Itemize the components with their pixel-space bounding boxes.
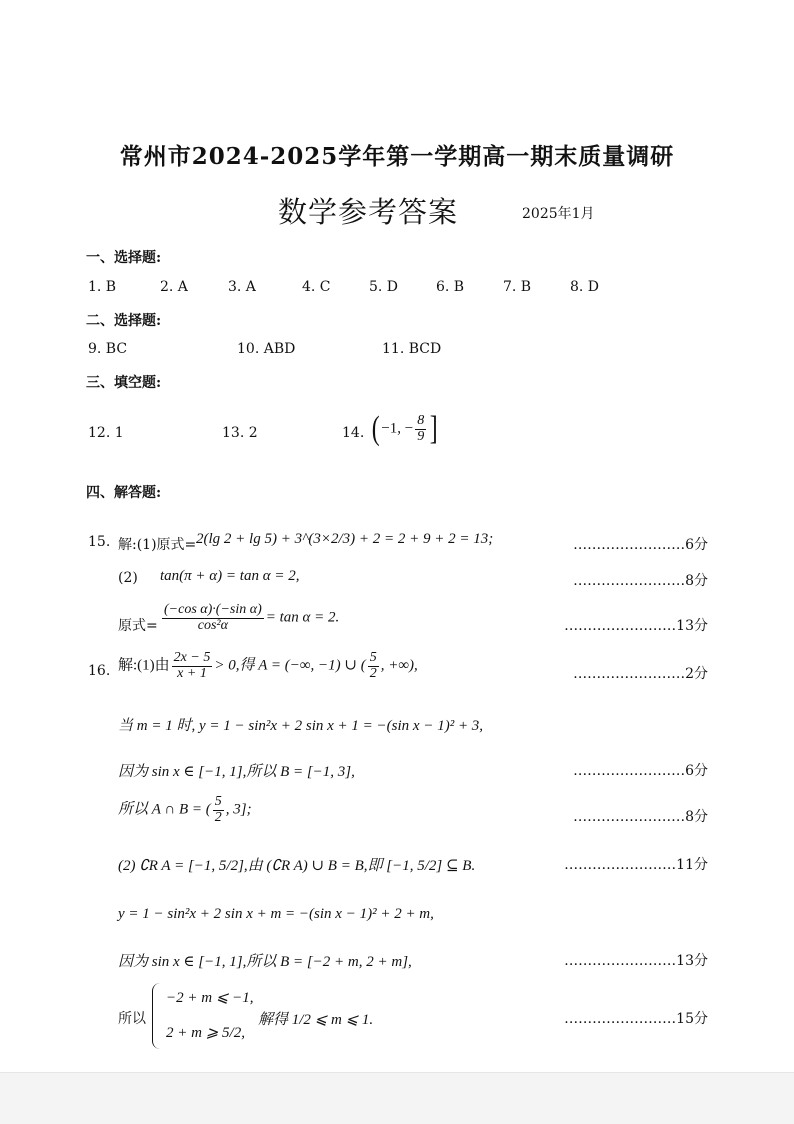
answer-12: 12. 1 <box>88 425 124 441</box>
q16-l1-denominator-2: 2 <box>369 665 377 681</box>
q16-line4 <box>118 795 252 825</box>
q15-part3-numerator: (−cos α)·(−sin α) <box>164 602 262 617</box>
q16-line3-score: ……………………6分 <box>573 763 708 779</box>
q16-line7: 因为 sin x ∈ [−1, 1],所以 B = [−2 + m, 2 + m], <box>118 954 412 970</box>
q16-line1-score: ……………………2分 <box>573 666 708 682</box>
q16-l4-tail: , 3]; <box>225 801 252 818</box>
question-15-label: 15. <box>88 534 111 550</box>
q15-part1-score: ……………………6分 <box>573 537 708 553</box>
q16-line6: y = 1 − sin²x + 2 sin x + m = −(sin x − 1)² + 2 + m, <box>118 906 434 922</box>
answer-4: 4. C <box>302 279 331 295</box>
section-heading-choice: 一、选择题: <box>86 250 162 266</box>
answer-14-label: 14. <box>342 425 365 441</box>
q15-part2-prefix: (2) <box>118 570 138 586</box>
answer-6: 6. B <box>436 279 465 295</box>
answer-7: 7. B <box>503 279 532 295</box>
q16-line4-score: ……………………8分 <box>573 809 708 825</box>
answer-10: 10. ABD <box>237 341 296 357</box>
q16-line8-score: ……………………15分 <box>564 1011 708 1027</box>
section-heading-fill: 三、填空题: <box>86 375 162 391</box>
q16-l4-denominator: 2 <box>214 809 222 825</box>
q15-part3-tail: = tan α = 2. <box>265 609 340 626</box>
q15-part2-score: ……………………8分 <box>573 573 708 589</box>
answer-8: 8. D <box>570 279 600 295</box>
q16-line3: 因为 sin x ∈ [−1, 1],所以 B = [−1, 3], <box>118 764 355 780</box>
q16-line1 <box>118 651 418 681</box>
q15-part2-expression: tan(π + α) = tan α = 2, <box>160 568 300 584</box>
section-heading-solutions: 四、解答题: <box>86 485 162 501</box>
q15-part3-denominator: cos²α <box>197 617 228 633</box>
q16-l1-numerator: 2x − 5 <box>173 650 211 665</box>
q16-l4-numerator: 5 <box>214 794 222 809</box>
q16-line7-score: ……………………13分 <box>564 953 708 969</box>
q16-line5-score: ……………………11分 <box>564 857 708 873</box>
q16-l1-middle: > 0,得 A = (−∞, −1) ∪ ( <box>214 657 366 674</box>
q16-l1-numerator-2: 5 <box>369 650 377 665</box>
q16-line5: (2) ∁R A = [−1, 5/2],由 (∁R A) ∪ B = B,即 [−1, 5/2] ⊆ B. <box>118 858 476 874</box>
q16-line8-prefix: 所以 <box>118 1011 146 1027</box>
answer-9: 9. BC <box>88 341 128 357</box>
q16-l1-tail: , +∞), <box>380 657 418 674</box>
question-16-label: 16. <box>88 663 111 679</box>
answer-2: 2. A <box>160 279 188 295</box>
q15-part3-expression <box>160 603 339 633</box>
document-title: 常州市2024-2025学年第一学期高一期末质量调研 <box>119 143 675 170</box>
answer-13: 13. 2 <box>222 425 258 441</box>
section-heading-multichoice: 二、选择题: <box>86 313 162 329</box>
q15-part3-score: ……………………13分 <box>564 618 708 634</box>
q15-part1-prefix: 解:(1)原式= <box>118 537 197 553</box>
q16-line2: 当 m = 1 时, y = 1 − sin²x + 2 sin x + 1 = −(sin x − 1)² + 3, <box>118 718 484 734</box>
q16-line8-case2: 2 + m ⩾ 5/2, <box>166 1025 245 1041</box>
answer-3: 3. A <box>228 279 256 295</box>
document-subtitle: 数学参考答案 <box>278 195 459 229</box>
q16-system-brace <box>152 983 161 1049</box>
q16-line8-case1: −2 + m ⩽ −1, <box>166 990 254 1006</box>
answer-5: 5. D <box>369 279 399 295</box>
answer-14-interval: ( −1, − $\frac{8}{9}$ ] <box>371 410 438 447</box>
answer-11: 11. BCD <box>382 341 442 357</box>
viewer-bottom-band <box>0 1072 794 1124</box>
q15-part1-expression: 2(lg 2 + lg 5) + 3^(3×2/3) + 2 = 2 + 9 + 2 = 13; <box>196 531 494 547</box>
q15-part3-prefix: 原式= <box>118 618 158 634</box>
answer-1: 1. B <box>88 279 117 295</box>
q16-l1-denominator: x + 1 <box>177 665 207 681</box>
q16-line8-tail: 解得 1/2 ⩽ m ⩽ 1. <box>258 1012 374 1028</box>
q16-l4-prefix: 所以 A ∩ B = ( <box>118 801 211 818</box>
document-date: 2025年1月 <box>522 206 595 222</box>
q16-l1-prefix: 解:(1)由 <box>118 657 170 674</box>
